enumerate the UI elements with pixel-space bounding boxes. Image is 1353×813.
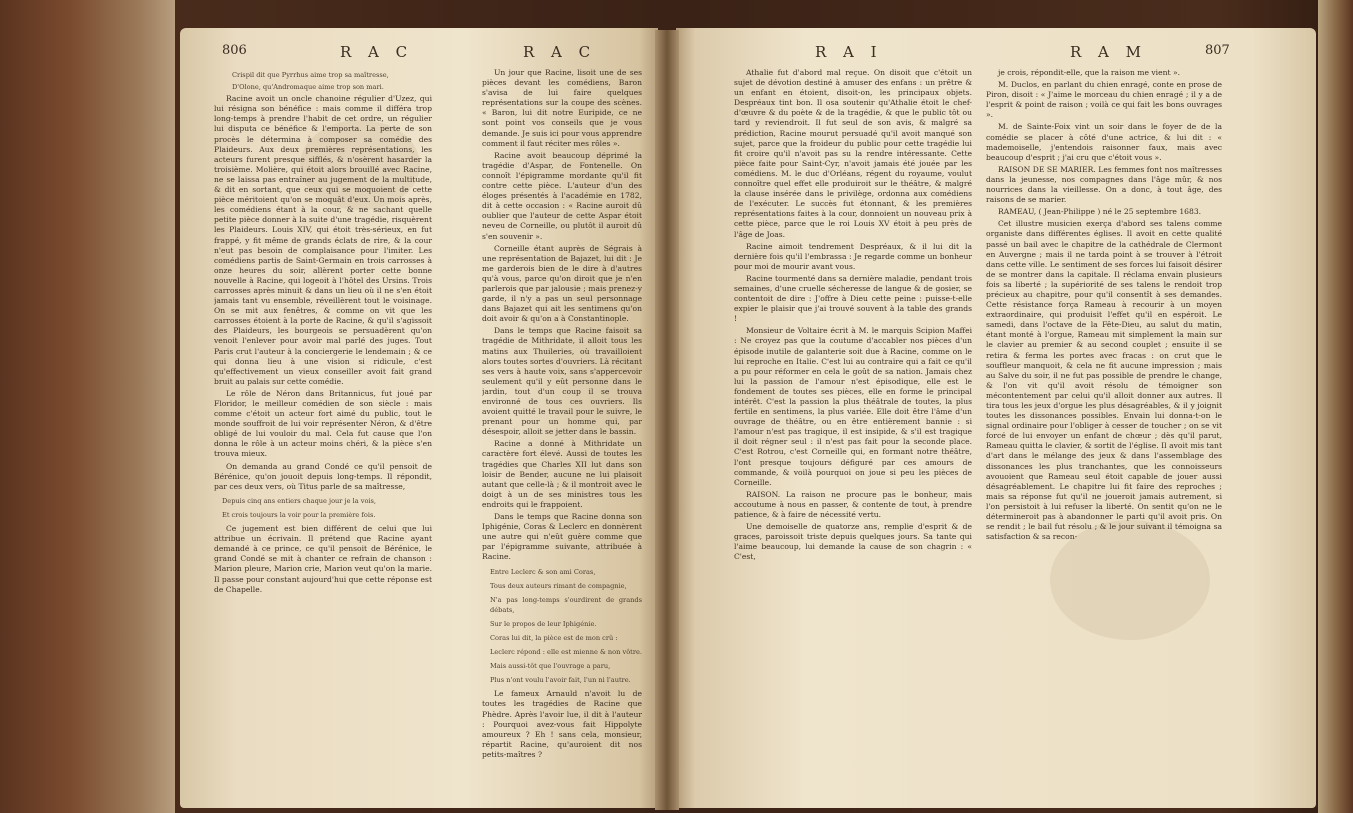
text-paragraph: Racine tourmenté dans sa dernière maladie, pendant trois semaines, d'une cruelle sécheresse de langue & de gosier, se contentoit de dire : J'offre à Dieu cette peine : puisse-t-elle expier le plaisir que j'ai trouvé souvent à la table des grands !: [734, 273, 972, 324]
verse-line: Tous deux auteurs rimant de compagnie,: [490, 581, 627, 590]
left-book-edge: [0, 0, 175, 813]
right-page-column-1: [734, 68, 972, 773]
book-gutter: [655, 30, 679, 810]
verse-line: D'Olone, qu'Andromaque aime trop son mari.: [232, 83, 384, 92]
verse-line: Crispil dit que Pyrrhus aime trop sa maîtresse,: [232, 71, 389, 79]
left-page-column-2: [482, 68, 642, 773]
text-paragraph: Corneille étant auprès de Ségrais à une représentation de Bajazet, lui dit : Je me garderois bien de le dire à d'autres qu'à vous, parce qu'on diroit que je n'en parlerois que par jalousie ; mais prenez-y garde, il n'y a pas un seul personnage dans Bajazet qui ait les sentimens qu'on doit avoir & qu'on a à Constantinople.: [482, 243, 642, 324]
verse-line: Leclerc répond : elle est mienne & non vôtre.: [490, 648, 642, 657]
text-paragraph: Un jour que Racine, lisoit une de ses pièces devant les comédiens, Baron s'avisa de lui faire quelques représentations sur la coupe des scènes. « Baron, lui dit notre Euripide, ce ne sont point vos conseils que je vous demande. Je suis ici pour vous apprendre comment il faut réciter mes rôles ».: [482, 68, 642, 148]
text-paragraph: Cet illustre musicien exerça d'abord ses talens comme organiste dans différentes églises. Il avoit en cette qualité passé un bail avec le chapitre de la cathédrale de Clermont en Auvergne ; mais il ne tarda point à se trouver à l'étroit dans cette ville. Le sentiment de ses forces lui faisoit désirer de se montrer dans la capitale. Il réclama envain plusieurs fois sa liberté ; la supériorité de ses talens le rendoit trop précieux au chapitre, pour qu'il consentît à ses demandes. Cette résistance força Rameau à recourir à un moyen extraordinaire, qui produisit l'effet qu'il en espéroit. Le samedi, dans l'octave de la Fête-Dieu, au salut du matin, étant monté à l'orgue, Rameau mit simplement la main sur le clavier au premier & au second couplet ; ensuite il se retira & ferma les portes avec fracas : on crut que le souffleur manquoit, & cela ne fit aucune impression ; mais au Salve du soir, il ne fut pas possible de prendre le change, & l'on vit qu'il avoit résolu de témoigner son mécontentement par celui qu'il alloit donner aux autres. Il tira tous les jeux d'orgue les plus désagréables, & il y joignit toutes les dissonances possibles. Envain lui donna-t-on le signal ordinaire pour l'obliger à cesser de toucher ; on se vit forcé de lui envoyer un enfant de chœur ; dès qu'il parut, Rameau quitta le clavier, & sortit de l'église. Il avoit mis tant d'art dans le mélange des jeux & dans l'assemblage des dissonances les plus tranchantes, que les connoisseurs avouoient que Rameau seul étoit capable de jouer aussi désagréablement. Le chapitre lui fit faire des reproches ; mais sa réponse fut qu'il ne joueroit jamais autrement, si l'on persistoit à lui refuser la liberté. On sentit qu'on ne le détermineroit pas à abandonner le parti qu'il avoit pris. On se rendit ; le bail fut résolu ; & le jour suivant il témoigna sa satisfaction & sa recon-: [986, 219, 1222, 542]
left-page-column-1: [214, 68, 432, 773]
text-paragraph: Le fameux Arnauld n'avoit lu de toutes les tragédies de Racine que Phèdre. Après l'avoir lue, il dit à l'auteur : Pourquoi avez-vous fait Hippolyte amoureux ? Eh ! sans cela, monsieur, répartit Racine, qu'auroient dit nos petits-maîtres ?: [482, 689, 642, 759]
text-paragraph: M. de Sainte-Foix vint un soir dans le foyer de de la comédie se placer à côté d'une actrice, & lui dit : « mademoiselle, j'entendois raisonner faux, mais avec beaucoup d'esprit ; j'ai cru que c'étoit vous ».: [986, 122, 1222, 162]
text-paragraph: Racine a donné à Mithridate un caractère fort élevé. Aussi de toutes les tragédies que Charles XII lut dans son loisir de Bender, aucune ne lui plaisoit autant que celle-là ; & il montroit avec le doigt à un de ses ministres tous les endroits qui le frappoient.: [482, 439, 642, 509]
text-paragraph: RAMEAU, ( Jean-Philippe ) né le 25 septembre 1683.: [998, 207, 1202, 217]
text-paragraph: M. Duclos, en parlant du chien enragé, conte en prose de Piron, disoit : « J'aime le morceau du chien enragé ; il y a de l'esprit & point de raison ; voilà ce qui fait les bons ouvrages ».: [986, 80, 1222, 120]
text-paragraph: Racine avoit un oncle chanoine régulier d'Uzez, qui lui résigna son bénéfice : mais comme il différa trop long-temps à prendre l'habit de cet ordre, un régulier lui disputa ce bénéfice & l'emporta. La perte de son procès le détermina à composer sa comédie des Plaideurs. Aux deux premières représentations, les acteurs furent presque sifflés, & n'osèrent hasarder la troisième. Molière, qui étoit alors brouillé avec Racine, ne se laissa pas entraîner au jugement de la multitude, & dit en sortant, que ceux qui se moquoient de cette pièce méritoient qu'on se moquât d'eux. Un mois après, les comédiens étant à la cour, & ne sachant quelle petite pièce donner à la suite d'une tragédie, risquèrent les Plaideurs. Louis XIV, qui étoit très-sérieux, en fut frappé, y fit même de grands éclats de rire, & la cour n'eut pas besoin de complaisance pour l'imiter. Les comédiens partis de Saint-Germain en trois carrosses à onze heures du soir, allèrent porter cette bonne nouvelle à Racine, qui logeoit à l'hôtel des Ursins. Trois carrosses après minuit & dans un lieu où il ne s'en étoit jamais tant vu ensemble, réveillèrent tout le voisinage. On se mit aux fenêtres, & comme on vit que les carrosses étoient à la porte de Racine, & qu'il s'agissoit des Plaideurs, les bourgeois se persuadèrent qu'on venoit l'enlever pour avoir mal parlé des juges. Tout Paris crut l'auteur à la conciergerie le lendemain ; & ce qui donna lieu à une vision si ridicule, c'est qu'effectivement un vieux conseiller avoit fait grand bruit au palais sur cette comédie.: [214, 94, 432, 386]
verse-line: Sur le propos de leur Iphigénie.: [490, 619, 597, 628]
verse-line: Mais aussi-tôt que l'ouvrage a paru,: [490, 662, 611, 671]
text-paragraph: Le rôle de Néron dans Britannicus, fut joué par Floridor, le meilleur comédien de son siècle : mais comme c'étoit un acteur fort aimé du public, tout le monde souffroit de lui voir représenter Néron, & d'être obligé de lui vouloir du mal. Cela fut cause que l'on donna le rôle à un acteur moins chéri, & la pièce s'en trouva mieux.: [214, 388, 432, 459]
verse-line: Coras lui dit, la pièce est de mon crû :: [490, 633, 618, 642]
right-page-column-2: [986, 68, 1222, 773]
verse-line: Plus n'ont voulu l'avoir fait, l'un ni l'autre.: [490, 676, 631, 685]
right-heading-2: R A M: [1070, 43, 1148, 61]
text-paragraph: On demanda au grand Condé ce qu'il pensoit de Bérénice, qu'on jouoit depuis long-temps. Il répondit, par ces deux vers, où Titus parle de sa maîtresse,: [214, 461, 432, 491]
text-paragraph: je crois, répondit-elle, que la raison me vient ».: [998, 68, 1181, 77]
text-paragraph: RAISON DE SE MARIER. Les femmes font nos maîtresses dans la jeunesse, nos compagnes dans l'âge mûr, & nos nourrices dans la vieillesse. On a donc, à tout âge, des raisons de se marier.: [986, 164, 1222, 205]
text-paragraph: Racine aimoit tendrement Despréaux, & il lui dit la dernière fois qu'il l'embrassa : Je regarde comme un bonheur pour moi de mourir avant vous.: [734, 241, 972, 271]
text-paragraph: Dans le temps que Racine donna son Iphigénie, Coras & Leclerc en donnèrent une autre qui n'eût guère comme que par l'épigramme suivante, attribuée à Racine.: [482, 512, 642, 562]
text-paragraph: RAISON. La raison ne procure pas le bonheur, mais accoutume à nous en passer, & contente de tout, à prendre patience, & à faire de nécessité vertu.: [734, 489, 972, 520]
text-paragraph: Monsieur de Voltaire écrit à M. le marquis Scipion Maffei : Ne croyez pas que la coutume d'accabler nos pièces d'un épisode inutile de galanterie soit due à Racine, comme on le lui reproche en Italie. C'est lui au contraire qui a fait ce qu'il a pu pour réformer en cela le goût de sa nation. Jamais chez lui la passion de l'amour n'est épisodique, elle est le fondement de toutes ses pièces, elle en forme le principal intérêt. C'est la passion la plus théâtrale de toutes, la plus fertile en sentimens, la plus variée. Elle doit être l'âme d'un ouvrage de théâtre, ou en être entièrement bannie : si l'amour n'est pas tragique, il est insipide, & s'il est tragique il doit régner seul : il n'est pas fait pour la seconde place. C'est Rotrou, c'est Corneille qui, en formant notre théâtre, l'ont presque toujours défiguré par ces amours de commande, & voilà pourquoi on joue si peu les pièces de Corneille.: [734, 326, 972, 487]
right-heading-1: R A I: [815, 43, 883, 61]
verse-line: N'a pas long-temps s'ourdirent de grands débats,: [490, 595, 642, 614]
text-paragraph: Athalie fut d'abord mal reçue. On disoit que c'étoit un sujet de dévotion destiné à amuser des enfans : un prêtre & un enfant en étoient, disoit-on, les principaux objets. Despréaux tint bon. Il osa soutenir qu'Athalie étoit le chef-d'œuvre & du poète & de la tragédie, & que le public tôt ou tard y reviendroit. Il fut seul de son avis, & malgré sa prédiction, Racine mourut persuadé qu'il avoit manqué son sujet, parce que la froideur du public pour cette tragédie lui fit croire qu'il n'avoit pas su la rendre intéressante. Cette pièce faite pour Saint-Cyr, n'avoit jamais été jouée par les comédiens. M. le duc d'Orléans, régent du royaume, voulut connoître quel effet elle produiroit sur le théâtre, & malgré la clause insérée dans le privilège, ordonna aux comédiens de l'exécuter. Le succès fut étonnant, & les premières représentations faites à la cour, donnoient un nouveau prix à cette pièce, parce que le roi Louis XV étoit à peu près de l'âge de Joas.: [734, 68, 972, 239]
right-page-number: 807: [1205, 43, 1230, 58]
left-heading-1: R A C: [340, 43, 414, 61]
text-paragraph: Racine avoit beaucoup déprimé la tragédie d'Aspar, de Fontenelle. On connoît l'épigramme mordante qu'il fit contre cette pièce. L'auteur d'un des éloges présentés à l'académie en 1782, dit à cette occasion : « Racine auroit dû oublier que l'auteur de cette Aspar étoit neveu de Corneille, ou plutôt il auroit dû s'en souvenir ».: [482, 150, 642, 241]
text-paragraph: Dans le temps que Racine faisoit sa tragédie de Mithridate, il alloit tous les matins aux Thuileries, où travailloient alors toutes sortes d'ouvriers. Là récitant ses vers à haute voix, sans s'appercevoir seulement qu'il y eût personne dans le jardin, tout d'un coup il se trouva environné de tous ces ouvriers. Ils avoient quitté le travail pour le suivre, le prenant pour un homme qui, par désespoir, alloit se jetter dans le bassin.: [482, 326, 642, 437]
text-paragraph: Une demoiselle de quatorze ans, remplie d'esprit & de graces, paroissoit triste depuis quelques jours. Sa tante qui l'aime beaucoup, lui demande la cause de son chagrin : « C'est,: [734, 522, 972, 562]
verse-line: Depuis cinq ans entiers chaque jour je la vois,: [222, 496, 377, 505]
verse-line: Entre Leclerc & son ami Coras,: [490, 567, 596, 576]
right-book-edge: [1318, 0, 1353, 813]
verse-line: Et crois toujours la voir pour la première fois.: [222, 510, 376, 519]
left-heading-2: R A C: [523, 43, 597, 61]
left-page-number: 806: [222, 43, 247, 58]
text-paragraph: Ce jugement est bien différent de celui que lui attribue un écrivain. Il prétend que Racine ayant demandé à ce prince, ce qu'il pensoit de Bérénice, le grand Condé se mit à chanter ce refrain de chanson : Marion pleure, Marion crie, Marion veut qu'on la marie. Il passe pour constant aujourd'hui que cette réponse est de Chapelle.: [214, 524, 432, 594]
